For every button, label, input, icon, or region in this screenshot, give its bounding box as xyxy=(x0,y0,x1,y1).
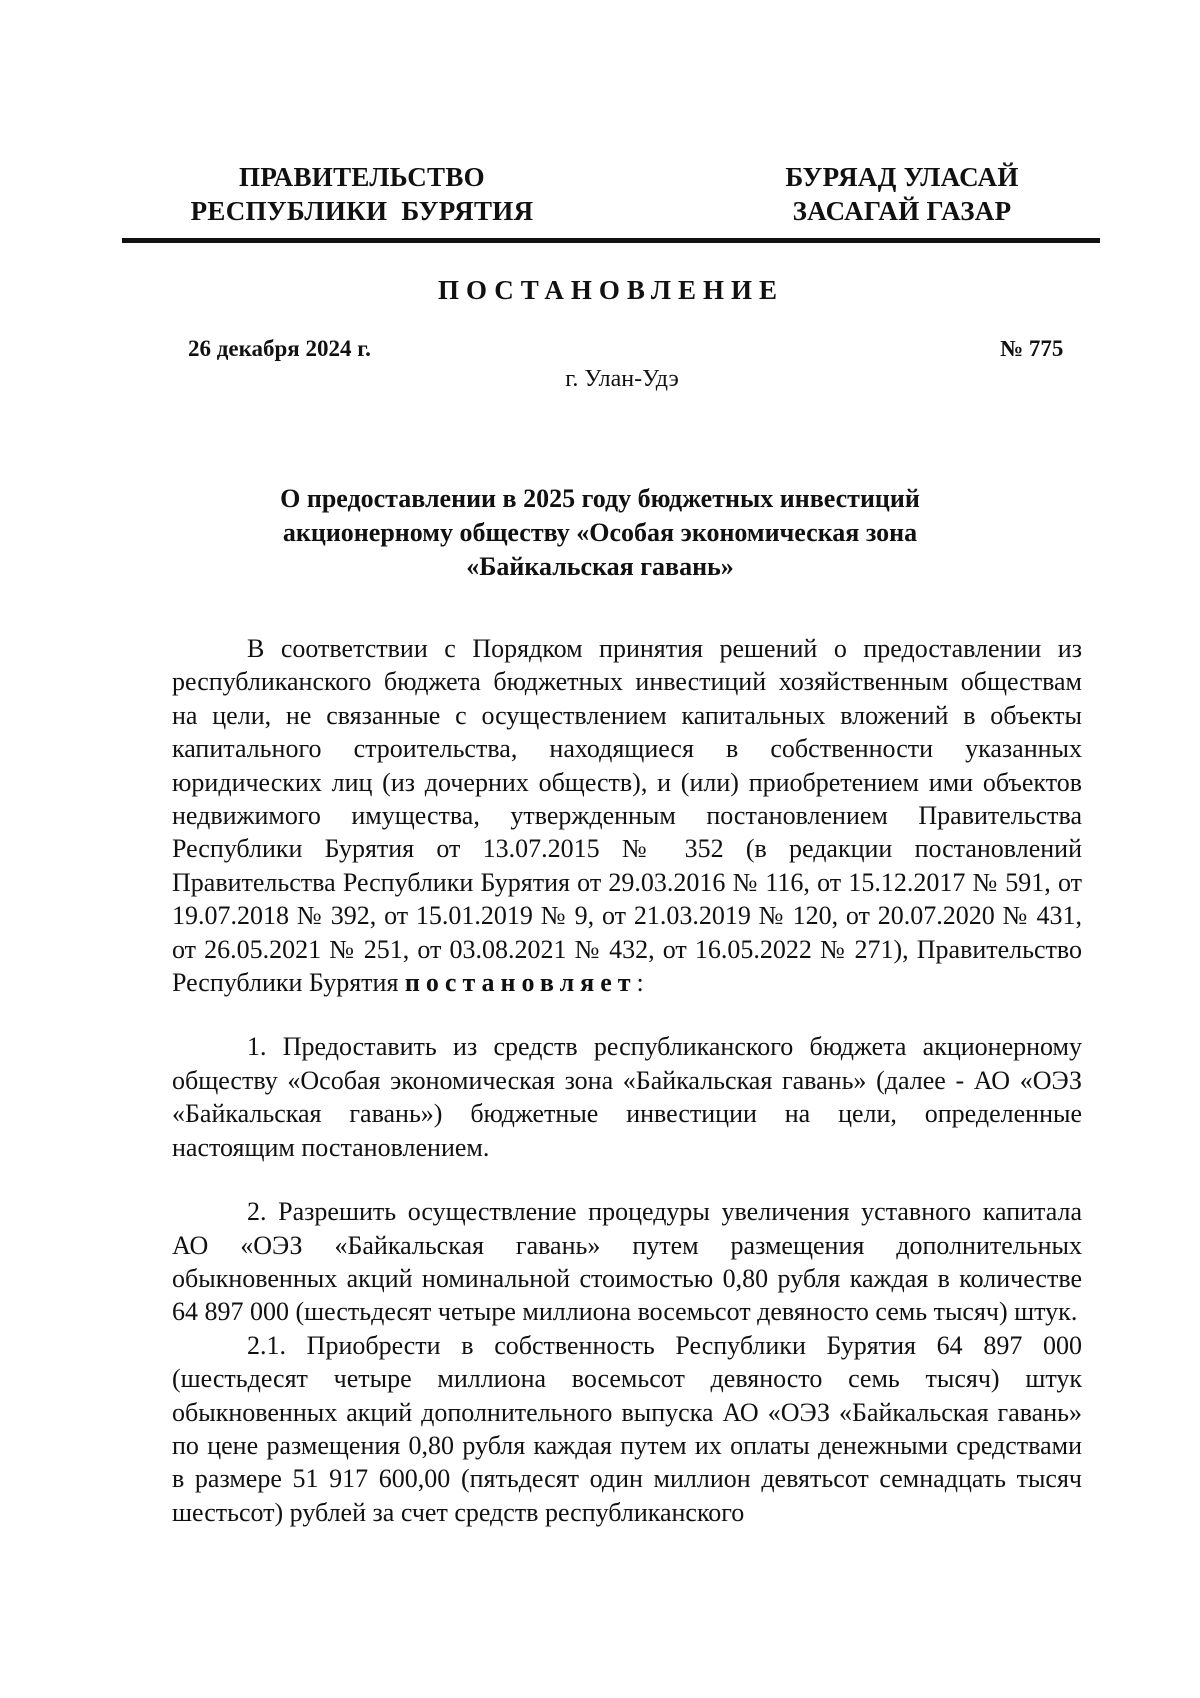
government-name-buryat-line2: ЗАСАГАЙ ГАЗАР xyxy=(792,196,1012,226)
government-name-buryat-line1: БУРЯАД УЛАСАЙ xyxy=(785,162,1019,192)
document-body xyxy=(172,632,1082,1529)
document-number: № 775 xyxy=(1000,336,1064,361)
title-line1: О предоставлении в 2025 году бюджетных инвестиций xyxy=(280,484,920,513)
document-date: 26 декабря 2024 г. xyxy=(188,336,371,361)
clause-2: 2. Разрешить осуществление процедуры увеличения уставного капитала АО «ОЭЗ «Байкальская гавань» путем размещения дополнительных обыкновенных акций номинальной стоимостью 0,80 рубля каждая в количестве 64 897 000 (шестьдесят четыре миллиона восемьсот девяносто семь тысяч) штук. xyxy=(172,1197,1082,1327)
clause-2-1: 2.1. Приобрести в собственность Республики Бурятия 64 897 000 (шестьдесят четыре миллиона восемьсот девяносто семь тысяч) штук обыкновенных акций дополнительного выпуска АО «ОЭЗ «Байкальская гавань» по цене размещения 0,80 рубля каждая путем их оплаты денежными средствами в размере 51 917 600,00 (пятьдесят один миллион девятьсот семнадцать тысяч шестьсот) рублей за счет средств республиканского xyxy=(172,1330,1082,1527)
document-title xyxy=(160,482,1040,584)
title-line3: «Байкальская гавань» xyxy=(466,552,734,581)
letterhead xyxy=(122,160,1100,240)
government-name-russian xyxy=(177,160,547,228)
header-divider xyxy=(122,238,1100,243)
title-line2: акционерному обществу «Особая экономическая зона xyxy=(282,518,918,547)
document-city: г. Улан-Удэ xyxy=(565,366,679,392)
clause-1: 1. Предоставить из средств республиканского бюджета акционерному обществу «Особая экономическая зона «Байкальская гавань» (далее - АО «ОЭЗ «Байкальская гавань») бюджетные инвестиции на цели, определенные настоящим постановлением. xyxy=(172,1032,1082,1162)
preamble-paragraph xyxy=(172,632,1082,999)
preamble-text: В соответствии с Порядком принятия решений о предоставлении из республиканского бюджета бюджетных инвестиций хозяйственным обществам на цели, не связанные с осуществлением капитальных вложений в объекты капитального строительства, находящиеся в собственности указанных юридических лиц (из дочерних обществ), и (или) приобретением ими объектов недвижимого имущества, утвержденным постановлением Правительства Республики Бурятия от 13.07.2015 № 352 (в редакции постановлений Правительства Республики Бурятия от 29.03.2016 № 116, от 15.12.2017 № 591, от 19.07.2018 № 392, от 15.01.2019 № 9, от 21.03.2019 № 120, от 20.07.2020 № 431, от 26.05.2021 № 251, от 03.08.2021 № 432, от 16.05.2022 № 271), Правительство Республики Бурятия xyxy=(172,634,1082,998)
government-name-line1: ПРАВИТЕЛЬСТВО xyxy=(239,162,485,192)
government-name-buryat xyxy=(742,160,1062,228)
preamble-colon: : xyxy=(636,968,644,998)
government-name-line2: РЕСПУБЛИКИ БУРЯТИЯ xyxy=(190,196,534,226)
decree-keyword: постановляет xyxy=(404,968,637,998)
document-type: ПОСТАНОВЛЕНИЕ xyxy=(437,275,785,305)
